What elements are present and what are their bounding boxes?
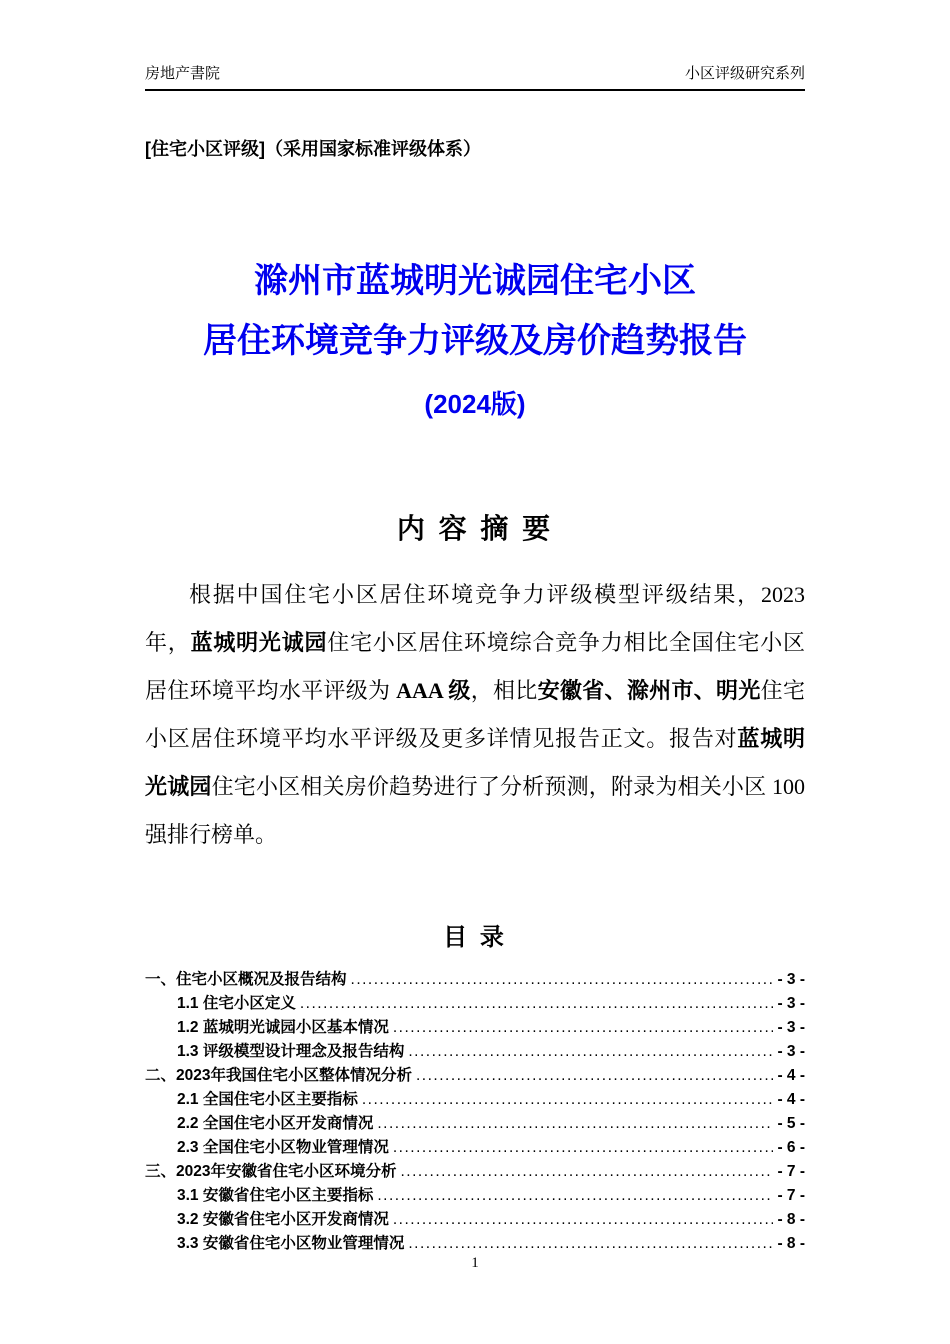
- report-title-line2: 居住环境竞争力评级及房价趋势报告: [203, 322, 747, 360]
- page-number: 1: [471, 1255, 479, 1271]
- toc-leader-dots: [416, 1064, 773, 1088]
- report-title-block: [145, 251, 805, 421]
- toc-item-label: 1.1 住宅小区定义: [177, 995, 296, 1012]
- toc-item[interactable]: [145, 992, 805, 1016]
- toc-page-number: - 3 -: [777, 1043, 805, 1060]
- toc-item[interactable]: [145, 1160, 805, 1184]
- toc-leader-dots: [408, 1232, 773, 1256]
- toc-list: [145, 968, 805, 1256]
- report-edition: (2024版): [424, 389, 526, 419]
- toc-item-label: 三、2023年安徽省住宅小区环境分析: [145, 1163, 397, 1180]
- summary-segment: 住宅小区居住环境平均水平评级及更多详情见报告正文。报告对: [145, 678, 805, 751]
- toc-leader-dots: [393, 1016, 774, 1040]
- toc-leader-dots: [351, 968, 774, 992]
- toc-item[interactable]: [145, 1064, 805, 1088]
- toc-page-number: - 4 -: [777, 1091, 805, 1108]
- toc-page-number: - 7 -: [777, 1163, 805, 1180]
- toc-item-label: 一、住宅小区概况及报告结构: [145, 971, 347, 988]
- toc-item[interactable]: [145, 1088, 805, 1112]
- summary-segment: ，相比: [470, 678, 538, 703]
- toc-item-label: 3.3 安徽省住宅小区物业管理情况: [177, 1235, 405, 1252]
- toc-leader-dots: [400, 1160, 773, 1184]
- toc-page-number: - 3 -: [777, 971, 805, 988]
- summary-segment: 安徽省、滁州市、明光: [537, 678, 761, 703]
- toc-leader-dots: [393, 1136, 774, 1160]
- toc-page-number: - 8 -: [777, 1235, 805, 1252]
- header-left-text: 房地产書院: [145, 65, 221, 82]
- toc-page-number: - 3 -: [777, 995, 805, 1012]
- toc-page-number: - 8 -: [777, 1211, 805, 1228]
- summary-segment: AAA 级: [396, 678, 471, 703]
- toc-item-label: 1.2 蓝城明光诚园小区基本情况: [177, 1019, 389, 1036]
- toc-item-label: 2.3 全国住宅小区物业管理情况: [177, 1139, 389, 1156]
- toc-heading: 目 录: [443, 924, 507, 951]
- toc-leader-dots: [300, 992, 774, 1016]
- toc-page-number: - 7 -: [777, 1187, 805, 1204]
- toc-item-label: 2.2 全国住宅小区开发商情况: [177, 1115, 374, 1132]
- rating-tag-line: [住宅小区评级]（采用国家标准评级体系）: [145, 139, 481, 159]
- toc-leader-dots: [377, 1184, 773, 1208]
- summary-heading: 内 容 摘 要: [396, 513, 554, 544]
- summary-segment: 住宅小区相关房价趋势进行了分析预测，附录为相关小区 100 强排行榜单。: [145, 774, 805, 847]
- toc-item[interactable]: [145, 1136, 805, 1160]
- toc-leader-dots: [408, 1040, 773, 1064]
- toc-item[interactable]: [145, 1040, 805, 1064]
- toc-item-label: 二、2023年我国住宅小区整体情况分析: [145, 1067, 412, 1084]
- toc-item[interactable]: [145, 968, 805, 992]
- toc-leader-dots: [393, 1208, 774, 1232]
- toc-item-label: 3.2 安徽省住宅小区开发商情况: [177, 1211, 389, 1228]
- summary-paragraph: [145, 571, 805, 859]
- toc-item[interactable]: [145, 1208, 805, 1232]
- report-title-line1: 滁州市蓝城明光诚园住宅小区: [254, 262, 696, 300]
- page-header: [145, 0, 805, 91]
- toc-item[interactable]: [145, 1016, 805, 1040]
- toc-page-number: - 3 -: [777, 1019, 805, 1036]
- toc-item-label: 2.1 全国住宅小区主要指标: [177, 1091, 358, 1108]
- header-right-text: 小区评级研究系列: [684, 65, 805, 82]
- toc-item[interactable]: [145, 1232, 805, 1256]
- summary-segment: 蓝城明光诚园: [145, 726, 805, 799]
- toc-page-number: - 5 -: [777, 1115, 805, 1132]
- toc-leader-dots: [362, 1088, 774, 1112]
- toc-page-number: - 6 -: [777, 1139, 805, 1156]
- toc-item-label: 3.1 安徽省住宅小区主要指标: [177, 1187, 374, 1204]
- toc-item[interactable]: [145, 1184, 805, 1208]
- summary-segment: 根据中国住宅小区居住环境竞争力评级模型评级结果，2023 年，: [145, 582, 805, 655]
- toc-page-number: - 4 -: [777, 1067, 805, 1084]
- toc-item[interactable]: [145, 1112, 805, 1136]
- summary-segment: 住宅小区居住环境综合竞争力相比全国住宅小区居住环境平均水平评级为: [145, 630, 805, 703]
- toc-leader-dots: [377, 1112, 773, 1136]
- toc-item-label: 1.3 评级模型设计理念及报告结构: [177, 1043, 405, 1060]
- summary-segment: 蓝城明光诚园: [190, 630, 328, 655]
